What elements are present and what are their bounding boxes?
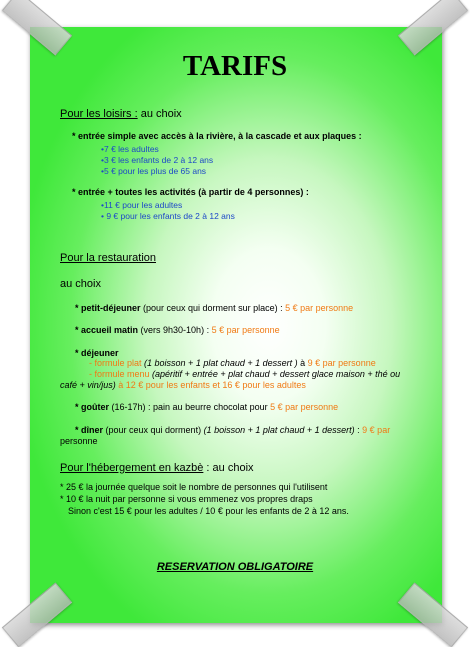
reservation-notice: RESERVATION OBLIGATOIRE	[156, 561, 314, 573]
diner-price-cont: personne	[60, 436, 98, 446]
loisirs-heading: Pour les loisirs : au choix	[60, 108, 182, 120]
formule-menu: - formule menu (apéritif + entrée + plat chaud + dessert glace maison + thé ou	[89, 369, 401, 379]
entree-simple: * entrée simple avec accès à la rivière, à la cascade et aux plaques :	[72, 131, 362, 141]
hebergement-line-2: * 10 € la nuit par personne si vous emmenez vos propres draps	[60, 494, 313, 504]
accueil-matin: * accueil matin (vers 9h30-10h) : 5 € par personne	[75, 325, 280, 335]
diner: * dîner (pour ceux qui dorment) (1 boisson + 1 plat chaud + 1 dessert) : 9 € par	[75, 425, 391, 435]
page-title: TARIFS	[182, 50, 288, 82]
formule-menu-cont: café + vin/jus) à 12 € pour les enfants et 16 € pour les adultes	[60, 380, 306, 390]
hebergement-heading: Pour l'hébergement en kazbè : au choix	[60, 462, 254, 474]
hebergement-line-1: * 25 € la journée quelque soit le nombre de personnes qui l'utilisent	[60, 482, 328, 492]
simple-price-1: •3 € les enfants de 2 à 12 ans	[101, 155, 214, 165]
restauration-au-choix: au choix	[60, 278, 101, 290]
gouter: * goûter (16-17h) : pain au beurre chocolat pour 5 € par personne	[75, 402, 339, 412]
dejeuner-label: * déjeuner	[75, 348, 119, 358]
simple-price-0: •7 € les adultes	[101, 144, 159, 154]
simple-price-2: •5 € pour les plus de 65 ans	[101, 166, 207, 176]
activites-price-0: •11 € pour les adultes	[101, 200, 183, 210]
entree-activites: * entrée + toutes les activités (à partir de 4 personnes) :	[72, 187, 309, 197]
hebergement-line-3: Sinon c'est 15 € pour les adultes / 10 € pour les enfants de 2 à 12 ans.	[68, 506, 349, 516]
restauration-heading: Pour la restauration	[60, 252, 156, 264]
activites-price-1: • 9 € pour les enfants de 2 à 12 ans	[101, 211, 235, 221]
petit-dejeuner: * petit-déjeuner (pour ceux qui dorment sur place) : 5 € par personne	[75, 303, 354, 313]
formule-plat: - formule plat (1 boisson + 1 plat chaud + 1 dessert ) à 9 € par personne	[89, 358, 376, 368]
